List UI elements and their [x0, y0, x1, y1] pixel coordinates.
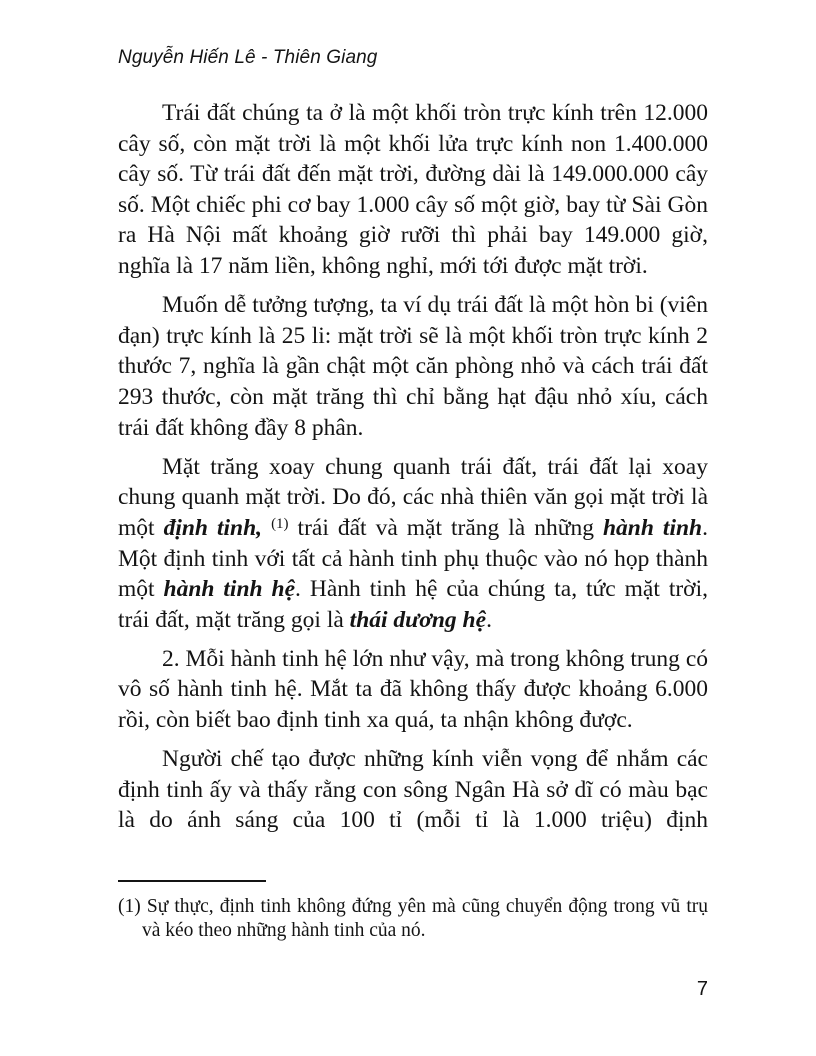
paragraph-text: Mặt trăng xoay chung quanh trái đất, trái đất lại xoay chung quanh mặt trời. Do đó, các nhà thiên văn gọi mặt trời là một [118, 453, 708, 541]
running-header: Nguyễn Hiến Lê - Thiên Giang [118, 47, 378, 68]
paragraph-solar-system [118, 452, 708, 636]
footnote: (1) Sự thực, định tinh không đứng yên mà cũng chuyển động trong vũ trụ và kéo theo những hành tinh của nó. [118, 896, 708, 941]
page-number: 7 [696, 978, 708, 1000]
paragraph-many-systems: 2. Mỗi hành tinh hệ lớn như vậy, mà trong không trung có vô số hành tinh hệ. Mắt ta đã không thấy được khoảng 6.000 rồi, còn biết bao định tinh xa quá, ta nhận không được. [118, 645, 708, 734]
paragraph-scale-model: Muốn dễ tưởng tượng, ta ví dụ trái đất là một hòn bi (viên đạn) trực kính là 25 li: mặt trời sẽ là một khối tròn trực kính 2 thước 7, nghĩa là gần chật một căn phòng nhỏ và cách trái đất 293 thước, còn mặt trăng thì chỉ bằng hạt đậu nhỏ xíu, cách trái đất không đầy 8 phân. [118, 292, 708, 441]
paragraph-text: trái đất và mặt trăng là những [288, 514, 603, 541]
term-fixed-star: định tinh, [163, 514, 263, 541]
term-planet: hành tinh [602, 514, 703, 541]
footnote-divider [118, 880, 266, 882]
paragraph-text: . Hành tinh hệ của chúng ta, tức mặt trời, trái đất, mặt trăng gọi là [118, 576, 709, 633]
term-solar-system: thái dương hệ [349, 606, 487, 633]
paragraph-text: . Một định tinh với tất cả hành tinh phụ thuộc vào nó họp thành một [118, 514, 708, 603]
footnote-reference: (1) [271, 515, 289, 532]
body-text [118, 98, 708, 845]
paragraph-text: . [486, 606, 492, 633]
paragraph-milky-way: Người chế tạo được những kính viễn vọng để nhắm các định tinh ấy và thấy rằng con sông Ngân Hà sở dĩ có màu bạc là do ánh sáng của 100 tỉ (mỗi tỉ là 1.000 triệu) định [118, 746, 708, 834]
paragraph-earth-sun-size: Trái đất chúng ta ở là một khối tròn trực kính trên 12.000 cây số, còn mặt trời là một khối lửa trực kính non 1.400.000 cây số. Từ trái đất đến mặt trời, đường dài là 149.000.000 cây số. Một chiếc phi cơ bay 1.000 cây số một giờ, bay từ Sài Gòn ra Hà Nội mất khoảng giờ rưỡi thì phải bay 149.000 giờ, nghĩa là 17 năm liền, không nghỉ, mới tới được mặt trời. [118, 100, 708, 279]
term-planetary-system: hành tinh hệ [163, 576, 296, 603]
